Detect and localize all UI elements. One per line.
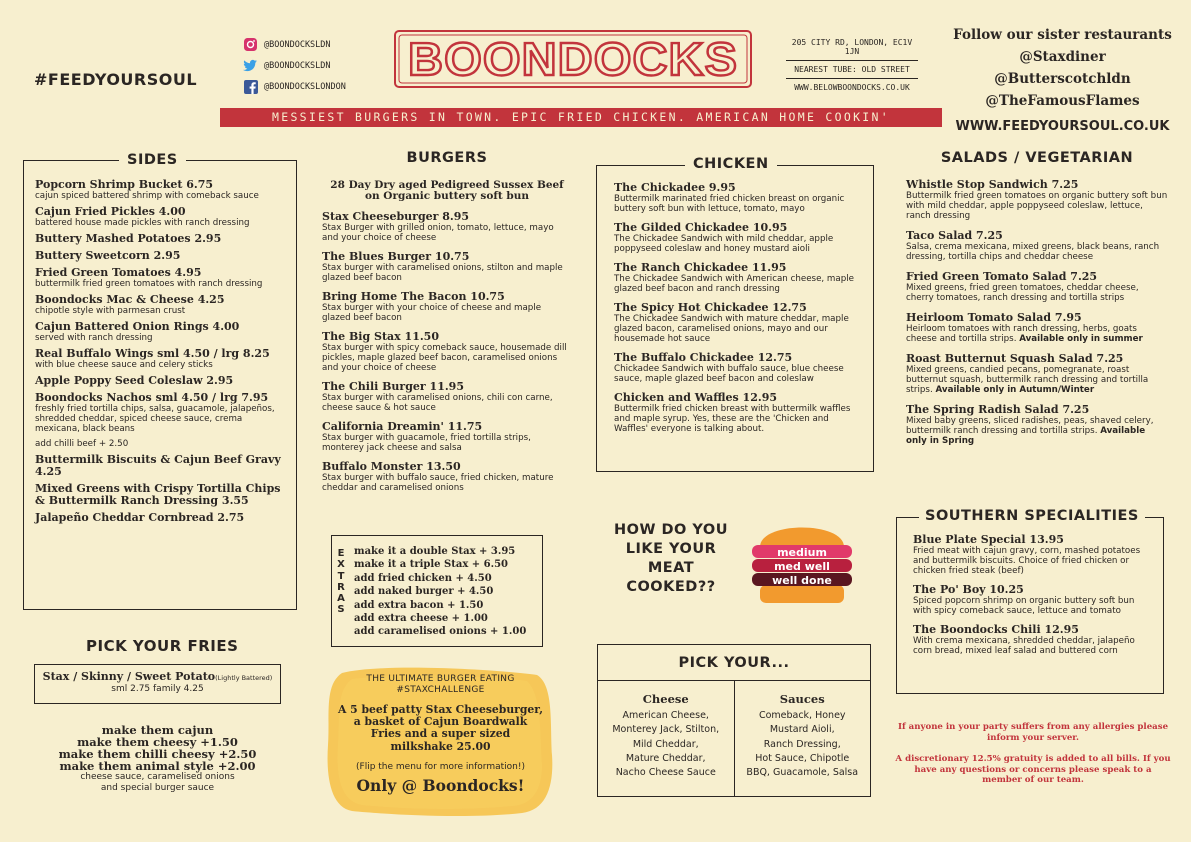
- fries-extra-desc: and special burger sauce: [100, 783, 215, 793]
- menu-item: [913, 534, 1155, 576]
- item-name: The Ranch Chickadee 11.95: [614, 261, 787, 274]
- item-name: Apple Poppy Seed Coleslaw 2.95: [35, 374, 234, 387]
- challenge-hashtag: #STAXCHALLENGE: [396, 685, 485, 695]
- sister-handle[interactable]: @TheFamousFlames: [985, 93, 1140, 109]
- item-desc: Stax burger with caramelised onions, chili con carne, cheese sauce & hot sauce: [322, 393, 553, 413]
- item-description: [906, 283, 1168, 303]
- item-name: Fried Green Tomato Salad 7.25: [906, 270, 1098, 283]
- sauce-option: Comeback, Honey: [758, 710, 846, 721]
- item-name: The Big Stax 11.50: [322, 330, 439, 343]
- cheese-title: Cheese: [642, 692, 689, 706]
- item-name: Real Buffalo Wings sml 4.50 / lrg 8.25: [35, 347, 270, 360]
- item-description: [913, 636, 1155, 656]
- extras-letter: E: [337, 548, 345, 559]
- menu-item: [913, 624, 1155, 656]
- extras-letter: X: [337, 559, 345, 571]
- fries-extra-option: make them animal style +2.00: [59, 759, 256, 773]
- sister-handle[interactable]: @Butterscotchldn: [994, 71, 1131, 87]
- item-description: [322, 223, 572, 243]
- menu-item: [614, 392, 863, 434]
- doneness-well-done: well done: [772, 574, 832, 587]
- menu-item: [35, 321, 286, 343]
- fries-types-note: (Lightly Battered): [215, 674, 273, 682]
- chicken-list: [614, 182, 863, 434]
- item-desc: Spiced popcorn shrimp on organic buttery soft bun with spicy comeback sauce, lettuce and tomato: [913, 596, 1135, 616]
- item-desc: Stax burger with guacamole, fried tortilla strips, monterey jack cheese and salsa: [322, 433, 531, 453]
- sides-list: [35, 179, 286, 524]
- extra-option: add extra bacon + 1.50: [354, 599, 484, 611]
- item-description: [35, 191, 286, 201]
- item-desc: add chilli beef + 2.50: [35, 439, 129, 449]
- question-line: LIKE YOUR: [625, 541, 717, 557]
- challenge-heading: THE ULTIMATE BURGER EATING: [366, 674, 515, 684]
- menu-item: [35, 512, 286, 524]
- item-desc: cajun spiced battered shrimp with comeback sauce: [35, 191, 259, 201]
- item-name: The Gilded Chickadee 10.95: [614, 221, 788, 234]
- chicken-section: [596, 156, 874, 472]
- item-desc: Chickadee Sandwich with buffalo sauce, blue cheese sauce, maple glazed beef bacon and coleslaw: [614, 364, 844, 384]
- item-name: Heirloom Tomato Salad 7.95: [906, 311, 1082, 324]
- menu-item: [906, 312, 1168, 344]
- item-description: [614, 314, 863, 344]
- twitter-link[interactable]: [243, 55, 346, 76]
- item-description: [913, 546, 1155, 576]
- sister-title: Follow our sister restaurants: [953, 27, 1172, 43]
- tagline-banner: MESSIEST BURGERS IN TOWN. EPIC FRIED CHICKEN. AMERICAN HOME COOKIN': [220, 108, 942, 127]
- item-desc: With crema mexicana, shredded cheddar, jalapeño corn bread, mixed leaf salad and buttered corn: [913, 636, 1135, 656]
- menu-item: [614, 222, 863, 254]
- item-description: [35, 333, 286, 343]
- menu-item: [322, 331, 572, 373]
- item-name: The Chickadee 9.95: [614, 181, 736, 194]
- item-description: [35, 306, 286, 316]
- extra-option: add naked burger + 4.50: [354, 586, 494, 598]
- item-desc: Stax burger with your choice of cheese and maple glazed beef bacon: [322, 303, 542, 323]
- item-description: [913, 596, 1155, 616]
- burger-doneness-graphic: [752, 515, 852, 605]
- challenge-note: (Flip the menu for more information!): [356, 761, 525, 772]
- item-name: The Chili Burger 11.95: [322, 380, 464, 393]
- challenge-body: A 5 beef patty Stax Cheeseburger, a basket of Cajun Boardwalk Fries and a super sized milkshake 25.00: [338, 703, 543, 753]
- menu-item: [35, 179, 286, 201]
- item-desc: freshly fried tortilla chips, salsa, guacamole, jalapeños, shredded cheddar, spiced cheese sauce, crema mexicana, black beans: [35, 404, 275, 434]
- menu-item: [322, 461, 572, 493]
- item-description: [322, 263, 572, 283]
- item-desc: Stax burger with buffalo sauce, fried chicken, mature cheddar and caramelised onions: [322, 473, 554, 493]
- twitter-handle: @BOONDOCKSLDN: [264, 60, 331, 71]
- extra-option: add extra cheese + 1.00: [354, 613, 488, 625]
- question-line: MEAT: [647, 560, 695, 576]
- bun-bottom: [760, 585, 844, 603]
- menu-item: [35, 348, 286, 370]
- sauces-title: Sauces: [779, 692, 825, 706]
- burgers-list: [322, 211, 572, 493]
- item-name: The Boondocks Chili 12.95: [913, 623, 1079, 636]
- fries-extra-option: make them cheesy +1.50: [77, 735, 238, 749]
- twitter-icon: [243, 58, 258, 73]
- item-description: [614, 404, 863, 434]
- item-name: Whistle Stop Sandwich 7.25: [906, 178, 1079, 191]
- southern-section: [896, 508, 1164, 694]
- item-desc: Buttermilk fried chicken breast with buttermilk waffles and maple syrup. Yes, these are the 'Chicken and Waffles' everyone is talking about.: [614, 404, 851, 434]
- item-availability-note: Available only in Spring: [906, 426, 1146, 446]
- item-desc: Stax burger with spicy comeback sauce, housemade dill pickles, maple glazed beef bacon, caramelised onions and your choice of cheese: [322, 343, 567, 373]
- item-desc: served with ranch dressing: [35, 333, 153, 343]
- extras-box: [331, 535, 543, 647]
- southern-list: [913, 534, 1155, 656]
- instagram-handle: @BOONDOCKSLDN: [264, 39, 331, 50]
- extra-option: make it a triple Stax + 6.50: [354, 559, 508, 571]
- item-name: Buffalo Monster 13.50: [322, 460, 461, 473]
- extras-letter: A: [337, 593, 345, 605]
- menu-item: [906, 404, 1168, 446]
- sides-section: [23, 152, 297, 610]
- menu-item: [35, 250, 286, 262]
- pick-your-title: PICK YOUR...: [598, 645, 870, 681]
- item-desc: Fried meat with cajun gravy, corn, mashed potatoes and buttermilk biscuits. Choice of fried chicken or chicken fried steak (beef): [913, 546, 1141, 576]
- sauces-column: [734, 681, 871, 797]
- item-name: Boondocks Mac & Cheese 4.25: [35, 293, 225, 306]
- item-desc: The Chickadee Sandwich with American cheese, maple glazed beef bacon and ranch dressing: [614, 274, 854, 294]
- extras-label: [334, 548, 348, 616]
- salads-list: [906, 179, 1168, 446]
- item-description: [906, 324, 1168, 344]
- item-description: [35, 279, 286, 289]
- item-name: Cajun Battered Onion Rings 4.00: [35, 320, 240, 333]
- item-name: Blue Plate Special 13.95: [913, 533, 1064, 546]
- sister-restaurants: [950, 24, 1175, 138]
- menu-item: [35, 483, 286, 507]
- item-description: [906, 365, 1168, 395]
- logo-svg: [393, 29, 753, 89]
- social-links: [243, 34, 346, 97]
- sides-title: SIDES: [119, 152, 186, 168]
- menu-item: [614, 302, 863, 344]
- cheese-option: Mature Cheddar,: [625, 752, 706, 764]
- item-name: Jalapeño Cheddar Cornbread 2.75: [35, 511, 245, 524]
- item-description: [614, 274, 863, 294]
- menu-item: [35, 375, 286, 387]
- menu-item: [35, 233, 286, 245]
- instagram-link[interactable]: [243, 34, 346, 55]
- item-description: [322, 303, 572, 323]
- extra-option: add caramelised onions + 1.00: [354, 626, 527, 638]
- item-name: Popcorn Shrimp Bucket 6.75: [35, 178, 214, 191]
- menu-item: [614, 352, 863, 384]
- item-name: Roast Butternut Squash Salad 7.25: [906, 352, 1124, 365]
- menu-item: [913, 584, 1155, 616]
- salads-section: [906, 150, 1168, 455]
- facebook-icon: [243, 79, 258, 94]
- cheese-option: Monterey Jack, Stilton,: [612, 724, 720, 736]
- menu-item: [35, 267, 286, 289]
- logo-text: BOONDOCKS: [408, 33, 738, 85]
- menu-item: [322, 211, 572, 243]
- item-description: [614, 194, 863, 214]
- item-description: [35, 218, 286, 228]
- challenge-tag: Only @ Boondocks!: [356, 775, 525, 795]
- menu-item: [35, 206, 286, 228]
- item-description: [35, 404, 286, 434]
- item-name: The Spring Radish Salad 7.25: [906, 403, 1090, 416]
- fries-extra-desc: cheese sauce, caramelised onions: [80, 772, 235, 782]
- question-line: HOW DO YOU: [614, 522, 728, 538]
- cheese-option: Mild Cheddar,: [632, 738, 699, 750]
- item-description: [322, 393, 572, 413]
- item-description: [322, 343, 572, 373]
- sister-handle[interactable]: @Staxdiner: [1019, 49, 1106, 65]
- item-description: [614, 234, 863, 254]
- item-desc: The Chickadee Sandwich with mature cheddar, maple glazed bacon, caramelised onions, mayo and our housemade hot sauce: [614, 314, 849, 344]
- menu-item: [35, 454, 286, 478]
- fries-extra-option: make them chilli cheesy +2.50: [58, 747, 257, 761]
- item-desc: buttermilk fried green tomatoes with ranch dressing: [35, 279, 263, 289]
- item-description: [906, 416, 1168, 446]
- menu-item: [614, 182, 863, 214]
- item-name: Bring Home The Bacon 10.75: [322, 290, 505, 303]
- menu-item: [906, 230, 1168, 262]
- menu-item: [906, 271, 1168, 303]
- item-name: Cajun Fried Pickles 4.00: [35, 205, 186, 218]
- southern-title: SOUTHERN SPECIALITIES: [919, 508, 1145, 524]
- item-description: [322, 473, 572, 493]
- fries-box: [34, 664, 281, 704]
- item-name: Buttermilk Biscuits & Cajun Beef Gravy 4.25: [35, 453, 281, 478]
- item-desc: Mixed greens, candied pecans, pomegranate, roast butternut squash, buttermilk ranch dressing and tortilla strips.: [906, 365, 1149, 395]
- item-description: [322, 433, 572, 453]
- menu-item: [614, 262, 863, 294]
- item-description: [35, 360, 286, 370]
- menu-item: [322, 251, 572, 283]
- item-name: Chicken and Waffles 12.95: [614, 391, 777, 404]
- item-name: Stax Cheeseburger 8.95: [322, 210, 470, 223]
- extras-letter: S: [337, 604, 345, 616]
- burgers-intro: 28 Day Dry aged Pedigreed Sussex Beef on Organic buttery soft bun: [330, 179, 564, 202]
- item-desc: Stax burger with caramelised onions, stilton and maple glazed beef bacon: [322, 263, 563, 283]
- item-desc: battered house made pickles with ranch dressing: [35, 218, 250, 228]
- sauce-option: Mustard Aioli,: [769, 724, 835, 736]
- extra-option: add fried chicken + 4.50: [354, 572, 492, 584]
- instagram-icon: [243, 37, 258, 52]
- facebook-link[interactable]: [243, 76, 346, 97]
- item-name: The Spicy Hot Chickadee 12.75: [614, 301, 807, 314]
- website-link[interactable]: WWW.BELOWBOONDOCKS.CO.UK: [794, 83, 910, 92]
- fries-extras: [34, 724, 281, 794]
- notices: [895, 722, 1171, 786]
- sauce-option: Ranch Dressing,: [763, 738, 841, 750]
- burger-icon: [752, 515, 852, 605]
- item-desc: Salsa, crema mexicana, mixed greens, black beans, ranch dressing, tortilla chips and cheddar cheese: [906, 242, 1160, 262]
- item-description: [906, 242, 1168, 262]
- item-description: [614, 364, 863, 384]
- chicken-title: CHICKEN: [685, 156, 777, 172]
- doneness-medium: medium: [777, 546, 827, 559]
- address-block: [786, 34, 918, 96]
- menu-item: [906, 353, 1168, 395]
- item-availability-note: Available only in Autumn/Winter: [935, 385, 1095, 395]
- item-desc: Mixed baby greens, sliced radishes, peas, shaved celery, buttermilk ranch dressing and tortilla strips.: [906, 416, 1154, 436]
- how-cooked-question: [606, 521, 736, 597]
- sauce-option: Hot Sauce, Chipotle: [755, 752, 850, 764]
- item-desc: Buttermilk fried green tomatoes on organic buttery soft bun with mild cheddar, apple poppyseed coleslaw, lettuce, ranch dressing: [906, 191, 1168, 221]
- allergy-notice: If anyone in your party suffers from any allergies please inform your server.: [897, 722, 1169, 743]
- fries-title: PICK YOUR FRIES: [86, 637, 239, 655]
- item-name: Fried Green Tomatoes 4.95: [35, 266, 202, 279]
- pick-your-box: [597, 644, 871, 797]
- item-name: Buttery Mashed Potatoes 2.95: [35, 232, 222, 245]
- item-name: Taco Salad 7.25: [906, 229, 1003, 242]
- fries-types: Stax / Skinny / Sweet Potato: [42, 670, 216, 683]
- item-desc: Buttermilk marinated fried chicken breast on organic buttery soft bun with lettuce, tomato, mayo: [614, 194, 845, 214]
- fries-prices: sml 2.75 family 4.25: [111, 684, 204, 694]
- address-line: 205 CITY RD, LONDON, EC1V 1JN: [791, 38, 913, 56]
- item-desc: with blue cheese sauce and celery sticks: [35, 360, 213, 370]
- extras-list: [354, 545, 526, 639]
- item-description: [35, 439, 286, 449]
- item-desc: Stax Burger with grilled onion, tomato, lettuce, mayo and your choice of cheese: [322, 223, 554, 243]
- extras-letter: R: [337, 581, 345, 593]
- fries-extra-option: make them cajun: [101, 723, 214, 737]
- item-name: The Blues Burger 10.75: [322, 250, 470, 263]
- item-description: [906, 191, 1168, 221]
- item-name: The Po' Boy 10.25: [913, 583, 1024, 596]
- item-availability-note: Available only in summer: [1019, 334, 1143, 344]
- burgers-title: BURGERS: [322, 150, 572, 166]
- salads-title: SALADS / VEGETARIAN: [906, 150, 1168, 166]
- menu-item: [35, 439, 286, 449]
- bun-top: [760, 528, 844, 548]
- cheese-option: American Cheese,: [622, 710, 709, 721]
- menu-item: [322, 421, 572, 453]
- item-name: The Buffalo Chickadee 12.75: [614, 351, 793, 364]
- menu-item: [322, 381, 572, 413]
- item-name: Buttery Sweetcorn 2.95: [35, 249, 181, 262]
- extras-letter: T: [337, 570, 345, 582]
- doneness-med-well: med well: [774, 560, 830, 573]
- sauce-option: BBQ, Guacamole, Salsa: [746, 767, 859, 779]
- facebook-handle: @BOONDOCKSLONDON: [264, 81, 346, 92]
- menu-item: [906, 179, 1168, 221]
- gratuity-notice: A discretionary 12.5% gratuity is added to all bills. If you have any questions or concerns please speak to a member of our team.: [895, 754, 1171, 785]
- menu-item: [35, 294, 286, 316]
- item-name: California Dreamin' 11.75: [322, 420, 483, 433]
- nearest-tube: NEAREST TUBE: OLD STREET: [786, 60, 918, 79]
- boondocks-logo: [393, 29, 753, 89]
- question-line: COOKED??: [626, 579, 716, 595]
- extra-option: make it a double Stax + 3.95: [354, 546, 516, 557]
- item-name: Boondocks Nachos sml 4.50 / lrg 7.95: [35, 391, 269, 404]
- item-desc: chipotle style with parmesan crust: [35, 306, 186, 316]
- cheese-option: Nacho Cheese Sauce: [615, 767, 716, 779]
- item-name: Mixed Greens with Crispy Tortilla Chips & Buttermilk Ranch Dressing 3.55: [35, 482, 281, 507]
- cheese-column: [598, 681, 734, 797]
- item-desc: Mixed greens, fried green tomatoes, cheddar cheese, cherry tomatoes, ranch dressing and tortilla strips: [906, 283, 1139, 303]
- menu-item: [35, 392, 286, 434]
- stax-challenge: [322, 665, 557, 817]
- hashtag: #FEEDYOURSOUL: [34, 70, 198, 89]
- feedyoursoul-link[interactable]: WWW.FEEDYOURSOUL.CO.UK: [955, 119, 1170, 134]
- burgers-section: [322, 150, 572, 501]
- item-desc: The Chickadee Sandwich with mild cheddar, apple poppyseed coleslaw and honey mustard aioli: [614, 234, 834, 254]
- item-desc: Heirloom tomatoes with ranch dressing, herbs, goats cheese and tortilla strips.: [906, 324, 1137, 344]
- menu-item: [322, 291, 572, 323]
